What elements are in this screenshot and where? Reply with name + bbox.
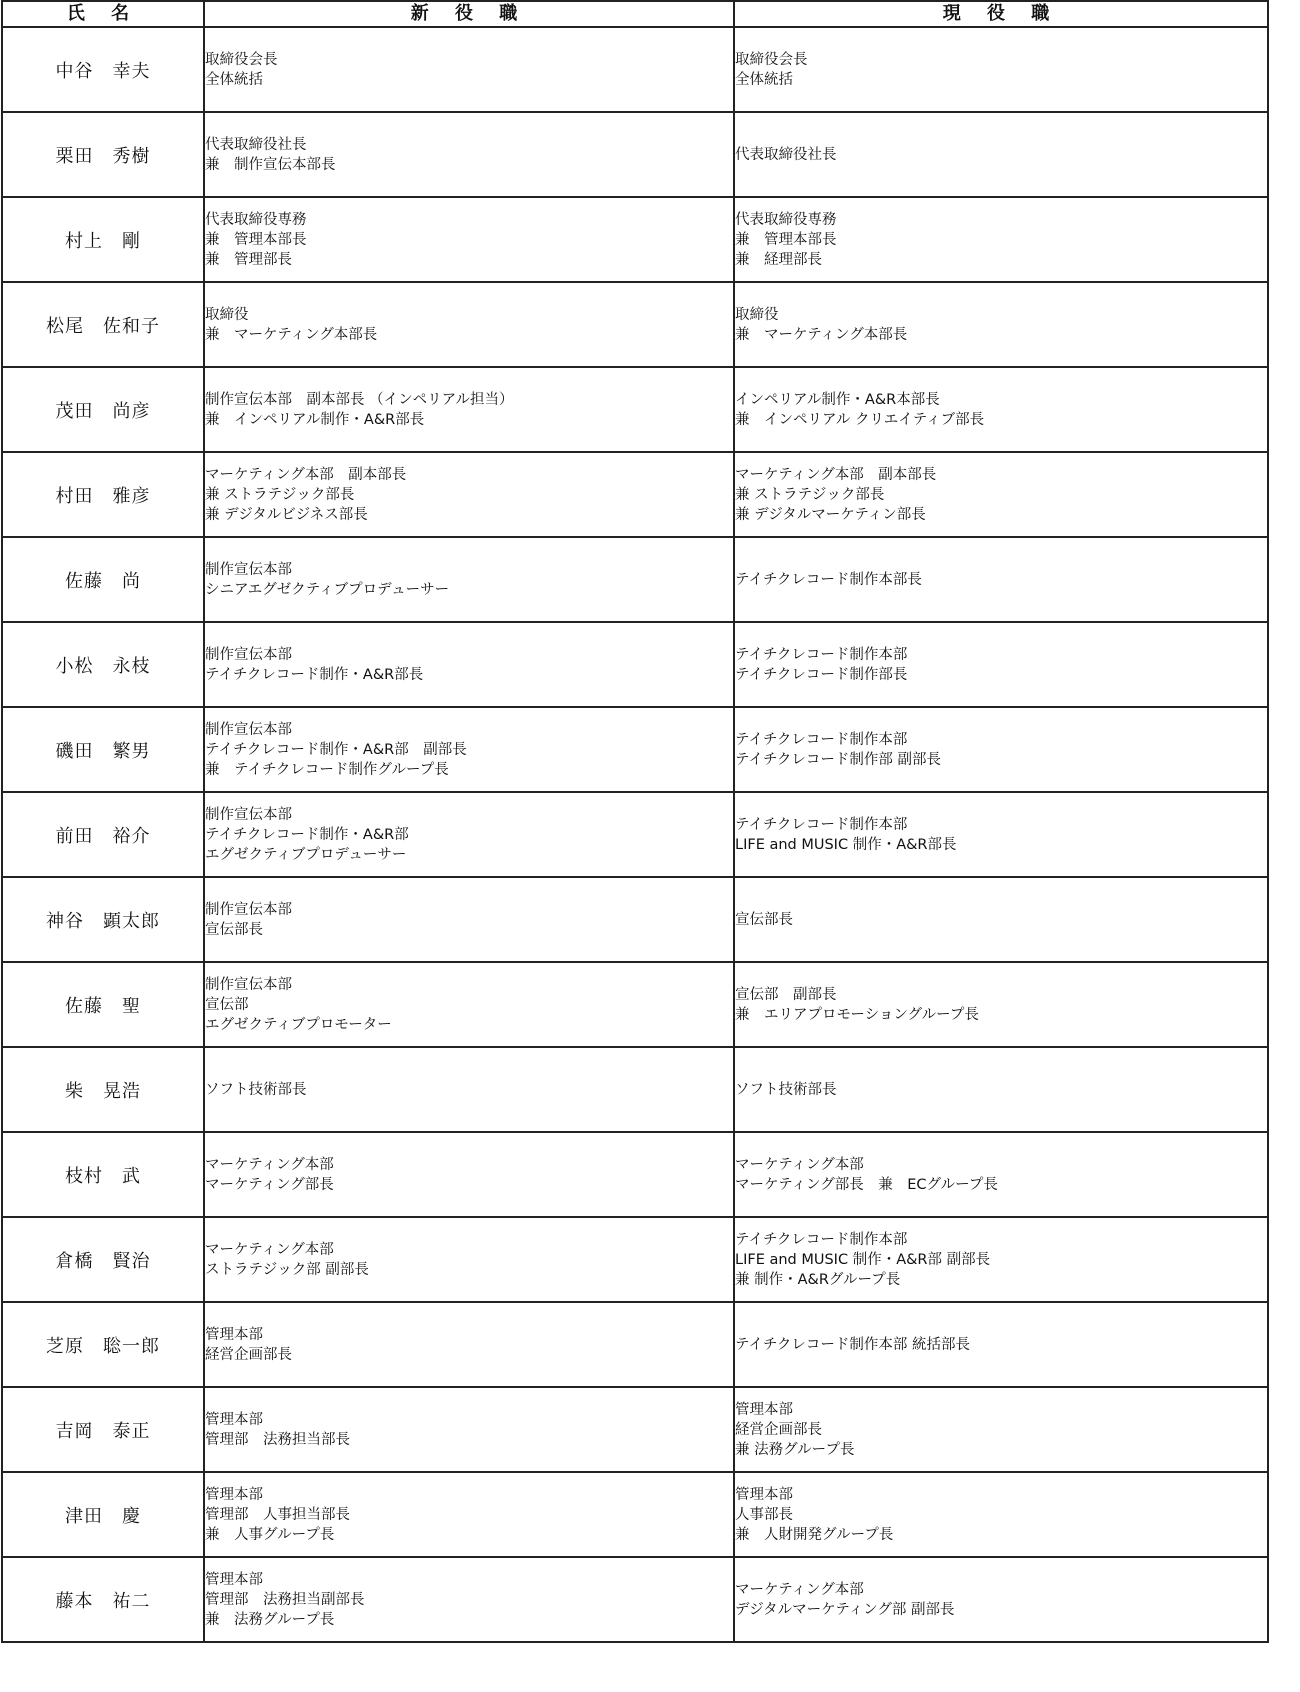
table-row	[2, 1472, 1268, 1557]
new-role-line: 宣伝部長	[205, 921, 263, 938]
person-name: 藤本 祐二	[2, 1557, 204, 1642]
table-row	[2, 877, 1268, 962]
current-role-cell	[734, 367, 1268, 452]
current-role-line: インペリアル制作・A&R本部長	[735, 391, 940, 408]
current-role-line: 兼 法務グループ長	[735, 1441, 855, 1458]
table-row	[2, 1387, 1268, 1472]
current-role-line: 兼 インペリアル クリエイティブ部長	[735, 411, 985, 428]
new-role-cell	[204, 537, 734, 622]
person-name: 佐藤 尚	[2, 537, 204, 622]
roster-body	[2, 27, 1268, 1642]
current-role-cell	[734, 452, 1268, 537]
new-role-cell	[204, 1472, 734, 1557]
new-role-cell	[204, 367, 734, 452]
person-name: 津田 慶	[2, 1472, 204, 1557]
current-role-line: LIFE and MUSIC 制作・A&R部 副部長	[735, 1251, 991, 1268]
new-role-line: 兼 制作宣伝本部長	[205, 156, 336, 173]
new-role-cell	[204, 962, 734, 1047]
table-row	[2, 1217, 1268, 1302]
current-role-line: テイチクレコード制作本部長	[735, 571, 922, 588]
current-role-line: テイチクレコード制作本部 統括部長	[735, 1336, 971, 1353]
current-role-line: テイチクレコード制作本部	[735, 646, 908, 663]
person-name: 柴 晃浩	[2, 1047, 204, 1132]
new-role-cell	[204, 452, 734, 537]
new-role-line: 兼 管理本部長	[205, 231, 307, 248]
current-role-line: テイチクレコード制作本部	[735, 1231, 908, 1248]
current-role-cell	[734, 112, 1268, 197]
new-role-cell	[204, 1047, 734, 1132]
person-name: 佐藤 聖	[2, 962, 204, 1047]
current-role-line: テイチクレコード制作部長	[735, 666, 908, 683]
current-role-line: テイチクレコード制作本部	[735, 816, 908, 833]
person-name: 小松 永枝	[2, 622, 204, 707]
header-current-role: 現 役 職	[734, 1, 1268, 27]
current-role-line: 管理本部	[735, 1401, 793, 1418]
new-role-line: 制作宣伝本部	[205, 806, 292, 823]
current-role-line: テイチクレコード制作本部	[735, 731, 908, 748]
current-role-line: マーケティング部長 兼 ECグループ長	[735, 1176, 998, 1193]
new-role-line: 制作宣伝本部	[205, 561, 292, 578]
new-role-line: 兼 管理部長	[205, 251, 292, 268]
current-role-line: 兼 制作・A&Rグループ長	[735, 1271, 901, 1288]
new-role-line: 兼 テイチクレコード制作グループ長	[205, 761, 449, 778]
current-role-cell	[734, 1217, 1268, 1302]
person-name: 村上 剛	[2, 197, 204, 282]
current-role-line: 兼 管理本部長	[735, 231, 837, 248]
new-role-line: 宣伝部	[205, 996, 249, 1013]
new-role-line: 管理本部	[205, 1411, 263, 1428]
new-role-line: シニアエグゼクティブプロデューサー	[205, 581, 450, 598]
current-role-line: ソフト技術部長	[735, 1081, 837, 1098]
person-name: 村田 雅彦	[2, 452, 204, 537]
new-role-line: 兼 マーケティング本部長	[205, 326, 378, 343]
current-role-cell	[734, 1302, 1268, 1387]
current-role-line: 兼 ストラテジック部長	[735, 486, 885, 503]
new-role-line: 兼 インペリアル制作・A&R部長	[205, 411, 425, 428]
table-row	[2, 707, 1268, 792]
new-role-line: エグゼクティブプロモーター	[205, 1016, 392, 1033]
table-row	[2, 622, 1268, 707]
new-role-cell	[204, 1217, 734, 1302]
current-role-line: 代表取締役社長	[735, 146, 837, 163]
new-role-line: ソフト技術部長	[205, 1081, 307, 1098]
new-role-line: 管理本部	[205, 1486, 263, 1503]
new-role-cell	[204, 877, 734, 962]
current-role-cell	[734, 707, 1268, 792]
current-role-cell	[734, 1472, 1268, 1557]
person-name: 磯田 繁男	[2, 707, 204, 792]
header-new-role: 新 役 職	[204, 1, 734, 27]
current-role-cell	[734, 1557, 1268, 1642]
table-row	[2, 197, 1268, 282]
new-role-line: 全体統括	[205, 71, 263, 88]
current-role-line: マーケティング本部 副本部長	[735, 466, 937, 483]
table-row	[2, 1557, 1268, 1642]
person-name: 栗田 秀樹	[2, 112, 204, 197]
table-row	[2, 962, 1268, 1047]
new-role-line: エグゼクティブプロデューサー	[205, 846, 407, 863]
new-role-line: テイチクレコード制作・A&R部	[205, 826, 409, 843]
new-role-cell	[204, 1387, 734, 1472]
new-role-line: 管理部 法務担当副部長	[205, 1591, 365, 1608]
new-role-line: マーケティング本部	[205, 1241, 334, 1258]
new-role-line: 兼 デジタルビジネス部長	[205, 506, 368, 523]
current-role-line: 人事部長	[735, 1506, 793, 1523]
new-role-line: 代表取締役専務	[205, 211, 307, 228]
current-role-line: 宣伝部 副部長	[735, 986, 837, 1003]
new-role-cell	[204, 622, 734, 707]
current-role-line: テイチクレコード制作部 副部長	[735, 751, 942, 768]
new-role-line: 兼 ストラテジック部長	[205, 486, 355, 503]
current-role-cell	[734, 962, 1268, 1047]
new-role-line: 管理本部	[205, 1571, 263, 1588]
new-role-cell	[204, 112, 734, 197]
current-role-cell	[734, 1047, 1268, 1132]
new-role-line: 制作宣伝本部	[205, 901, 292, 918]
current-role-line: 代表取締役専務	[735, 211, 837, 228]
new-role-line: 代表取締役社長	[205, 136, 307, 153]
current-role-line: 兼 エリアプロモーショングループ長	[735, 1006, 979, 1023]
current-role-cell	[734, 27, 1268, 112]
new-role-cell	[204, 1557, 734, 1642]
current-role-line: デジタルマーケティング部 副部長	[735, 1601, 955, 1618]
new-role-cell	[204, 1302, 734, 1387]
table-row	[2, 792, 1268, 877]
new-role-line: 兼 法務グループ長	[205, 1611, 335, 1628]
current-role-cell	[734, 282, 1268, 367]
new-role-line: 取締役	[205, 306, 249, 323]
person-name: 中谷 幸夫	[2, 27, 204, 112]
new-role-line: 制作宣伝本部 副本部長 （インペリアル担当）	[205, 391, 514, 408]
table-row	[2, 112, 1268, 197]
new-role-line: テイチクレコード制作・A&R部長	[205, 666, 424, 683]
table-row	[2, 282, 1268, 367]
table-row	[2, 27, 1268, 112]
current-role-line: 取締役	[735, 306, 779, 323]
current-role-line: 兼 人財開発グループ長	[735, 1526, 894, 1543]
header-name: 氏 名	[2, 1, 204, 27]
personnel-table	[1, 0, 1269, 1643]
current-role-line: 経営企画部長	[735, 1421, 822, 1438]
new-role-line: マーケティング部長	[205, 1176, 334, 1193]
person-name: 枝村 武	[2, 1132, 204, 1217]
person-name: 吉岡 泰正	[2, 1387, 204, 1472]
new-role-line: テイチクレコード制作・A&R部 副部長	[205, 741, 467, 758]
new-role-line: ストラテジック部 副部長	[205, 1261, 369, 1278]
new-role-line: 兼 人事グループ長	[205, 1526, 335, 1543]
new-role-line: 取締役会長	[205, 51, 278, 68]
new-role-cell	[204, 792, 734, 877]
current-role-line: LIFE and MUSIC 制作・A&R部長	[735, 836, 957, 853]
current-role-line: 宣伝部長	[735, 911, 793, 928]
current-role-line: 取締役会長	[735, 51, 808, 68]
person-name: 倉橋 賢治	[2, 1217, 204, 1302]
current-role-cell	[734, 197, 1268, 282]
new-role-line: 管理部 法務担当部長	[205, 1431, 350, 1448]
new-role-cell	[204, 197, 734, 282]
new-role-line: 管理本部	[205, 1326, 263, 1343]
current-role-cell	[734, 1387, 1268, 1472]
new-role-cell	[204, 282, 734, 367]
new-role-line: 制作宣伝本部	[205, 976, 292, 993]
current-role-line: マーケティング本部	[735, 1581, 864, 1598]
current-role-cell	[734, 537, 1268, 622]
current-role-line: 兼 デジタルマーケティン部長	[735, 506, 926, 523]
table-row	[2, 1132, 1268, 1217]
current-role-line: マーケティング本部	[735, 1156, 864, 1173]
person-name: 芝原 聡一郎	[2, 1302, 204, 1387]
current-role-cell	[734, 1132, 1268, 1217]
table-row	[2, 1047, 1268, 1132]
current-role-cell	[734, 877, 1268, 962]
current-role-line: 兼 経理部長	[735, 251, 822, 268]
new-role-line: 経営企画部長	[205, 1346, 292, 1363]
current-role-line: 全体統括	[735, 71, 793, 88]
new-role-line: 管理部 人事担当部長	[205, 1506, 350, 1523]
person-name: 茂田 尚彦	[2, 367, 204, 452]
new-role-line: 制作宣伝本部	[205, 721, 292, 738]
header-row	[2, 1, 1268, 27]
current-role-line: 兼 マーケティング本部長	[735, 326, 908, 343]
new-role-line: マーケティング本部 副本部長	[205, 466, 407, 483]
person-name: 神谷 顕太郎	[2, 877, 204, 962]
table-row	[2, 1302, 1268, 1387]
person-name: 松尾 佐和子	[2, 282, 204, 367]
new-role-cell	[204, 1132, 734, 1217]
current-role-cell	[734, 622, 1268, 707]
new-role-cell	[204, 27, 734, 112]
table-row	[2, 452, 1268, 537]
current-role-line: 管理本部	[735, 1486, 793, 1503]
new-role-line: マーケティング本部	[205, 1156, 334, 1173]
new-role-cell	[204, 707, 734, 792]
table-row	[2, 537, 1268, 622]
current-role-cell	[734, 792, 1268, 877]
new-role-line: 制作宣伝本部	[205, 646, 292, 663]
person-name: 前田 裕介	[2, 792, 204, 877]
table-row	[2, 367, 1268, 452]
